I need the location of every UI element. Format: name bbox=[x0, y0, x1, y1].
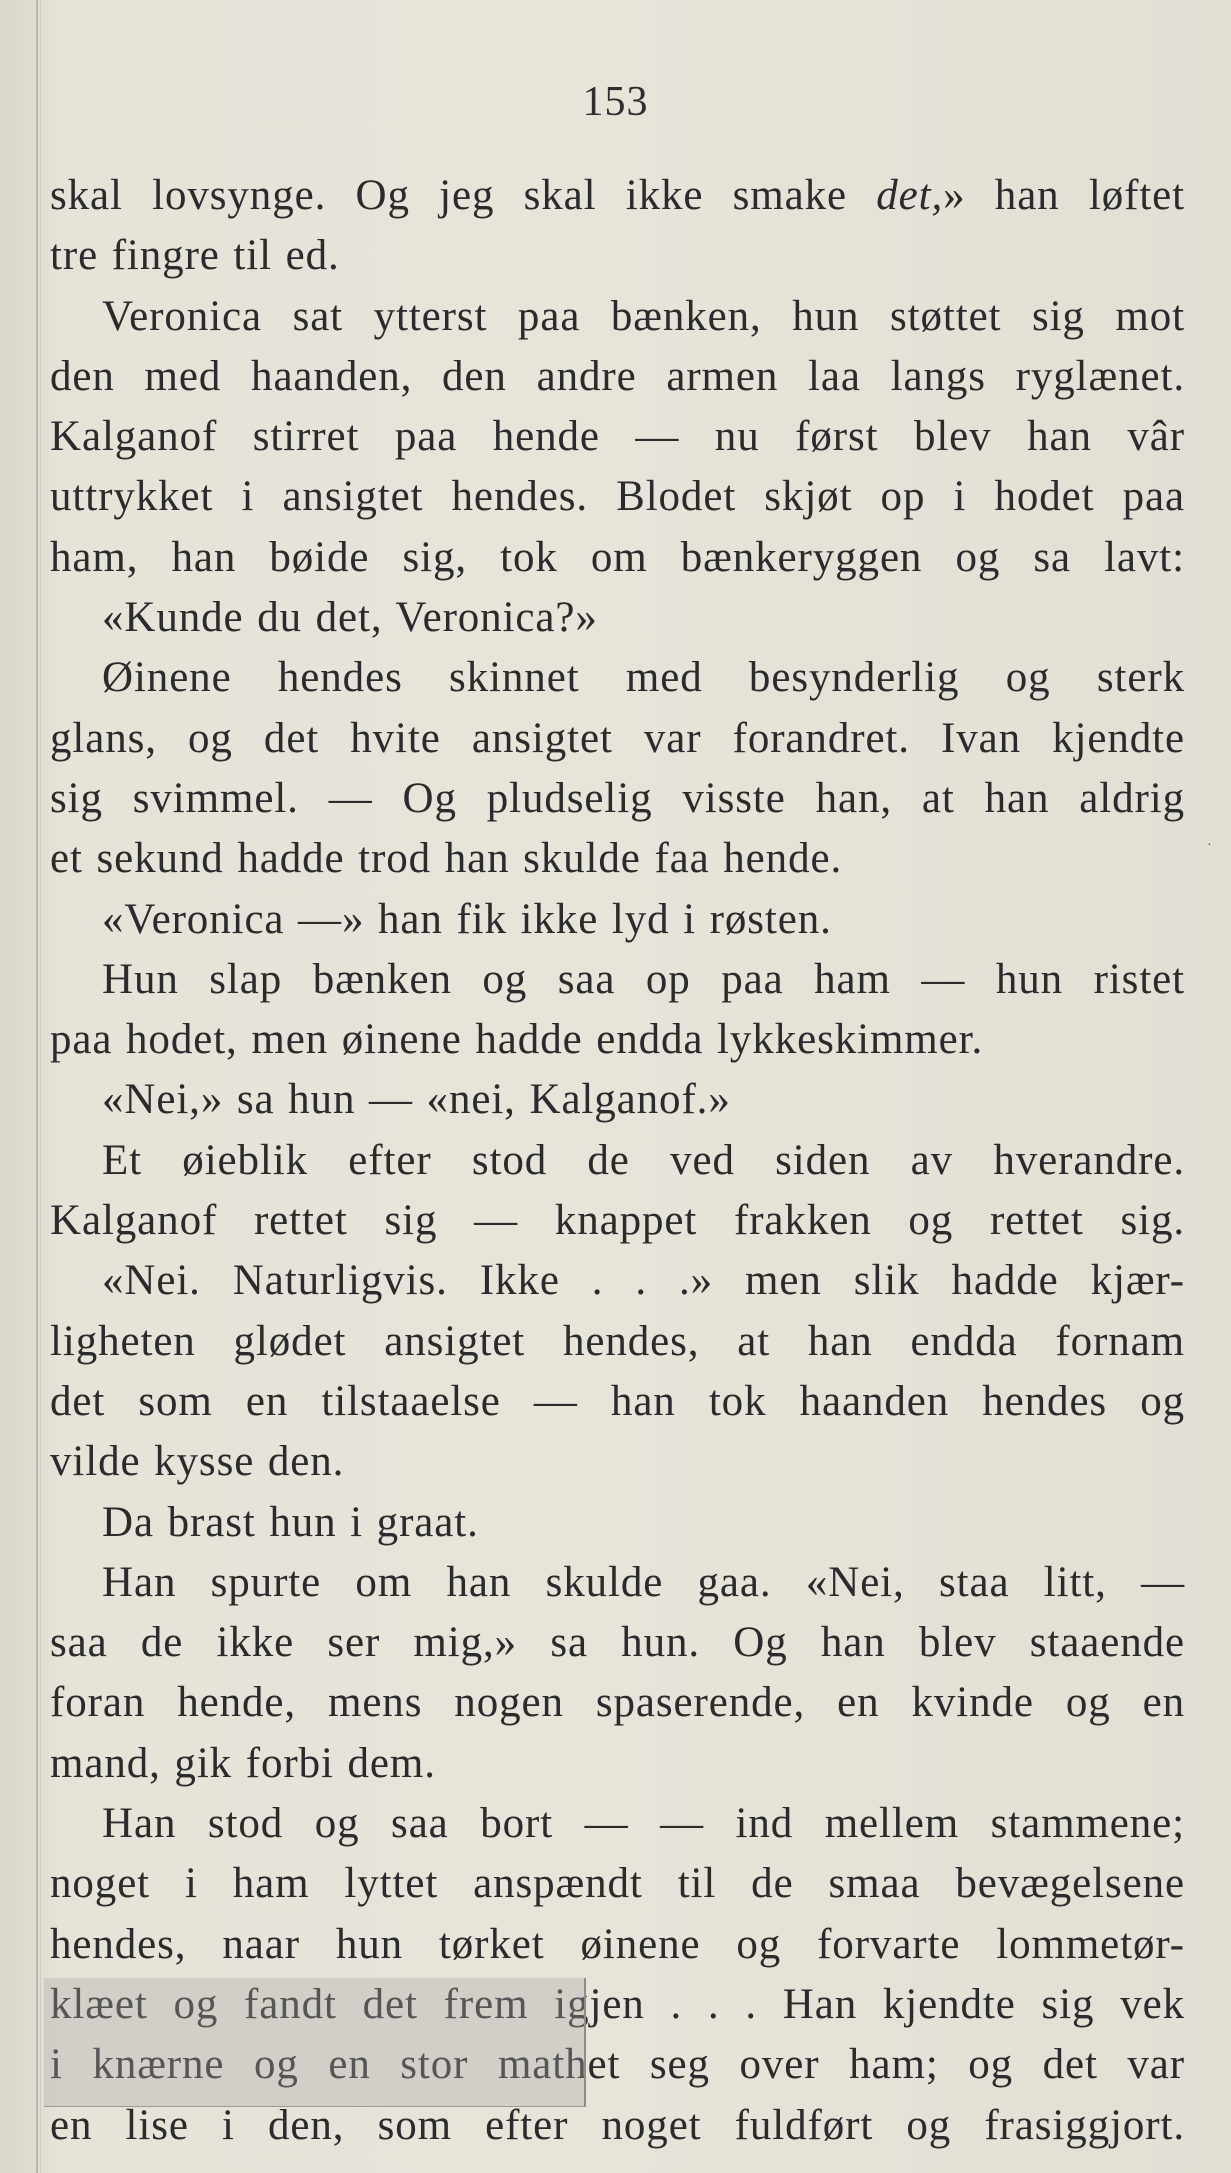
text-run: Han stod og saa bort — — ind mellem stammene; bbox=[102, 1800, 1185, 1848]
text-run: Et øieblik efter stod de ved siden av hverandre. bbox=[102, 1136, 1185, 1184]
text-run: den med haanden, den andre armen laa langs ryglænet. bbox=[50, 352, 1185, 400]
page-gutter-edge bbox=[36, 0, 38, 2173]
text-line bbox=[50, 648, 1185, 708]
text-run: «Kunde du det, Veronica?» bbox=[102, 594, 598, 642]
text-line bbox=[50, 1854, 1185, 1914]
text-run: Veronica sat ytterst paa bænken, hun støttet sig mot bbox=[102, 292, 1185, 340]
text-line bbox=[50, 769, 1185, 829]
text-run: klæet og fandt det frem igjen . . . Han kjendte sig vek bbox=[50, 1980, 1185, 2028]
text-run: Hun slap bænken og saa op paa ham — hun ristet bbox=[102, 955, 1185, 1003]
text-line bbox=[50, 166, 1185, 226]
text-run: hendes, naar hun tørket øinene og forvarte lommetør- bbox=[50, 1920, 1185, 1968]
text-line bbox=[50, 467, 1185, 527]
text-line bbox=[50, 1312, 1185, 1372]
text-run: saa de ikke ser mig,» sa hun. Og han blev staaende bbox=[50, 1619, 1185, 1667]
text-line bbox=[50, 1191, 1185, 1251]
text-line bbox=[50, 588, 1185, 648]
text-run: mand, gik forbi dem. bbox=[50, 1739, 436, 1787]
text-line bbox=[50, 528, 1185, 588]
text-line bbox=[50, 226, 1185, 286]
stray-ink-dot: · bbox=[1207, 838, 1212, 853]
text-line bbox=[50, 1131, 1185, 1191]
text-run: uttrykket i ansigtet hendes. Blodet skjøt op i hodet paa bbox=[50, 473, 1185, 521]
text-line bbox=[50, 1553, 1185, 1613]
text-run: tre fingre til ed. bbox=[50, 232, 340, 280]
text-line bbox=[50, 1915, 1185, 1975]
body-text bbox=[50, 166, 1185, 2156]
text-run: » han løftet bbox=[943, 172, 1185, 219]
text-run: vilde kysse den. bbox=[50, 1438, 345, 1486]
text-line bbox=[50, 890, 1185, 950]
text-run: skal lovsynge. Og jeg skal ikke smake bbox=[50, 172, 877, 219]
text-run: Han spurte om han skulde gaa. «Nei, staa litt, — bbox=[102, 1558, 1185, 1606]
text-run: foran hende, mens nogen spaserende, en kvinde og en bbox=[50, 1679, 1185, 1727]
text-line bbox=[50, 1372, 1185, 1432]
text-run: paa hodet, men øinene hadde endda lykkeskimmer. bbox=[50, 1016, 984, 1064]
text-run: noget i ham lyttet anspændt til de smaa bevægelsene bbox=[50, 1860, 1185, 1908]
text-run: et sekund hadde trod han skulde faa hende. bbox=[50, 835, 843, 883]
text-line bbox=[50, 1613, 1185, 1673]
italic-text: det, bbox=[876, 172, 944, 219]
text-line bbox=[50, 829, 1185, 889]
pasted-correction-slip bbox=[44, 1978, 586, 2107]
text-line bbox=[50, 1010, 1185, 1070]
page-number: 153 bbox=[582, 79, 649, 125]
text-run: «Veronica —» han fik ikke lyd i røsten. bbox=[102, 895, 832, 943]
page-gutter-shadow bbox=[40, 0, 41, 2173]
text-line bbox=[50, 1251, 1185, 1311]
text-line bbox=[50, 1493, 1185, 1553]
text-run: glans, og det hvite ansigtet var forandret. Ivan kjendte bbox=[50, 714, 1185, 762]
text-run: «Nei. Naturligvis. Ikke . . .» men slik hadde kjær- bbox=[102, 1257, 1185, 1305]
text-line bbox=[50, 1432, 1185, 1492]
text-run: ham, han bøide sig, tok om bænkeryggen og sa lavt: bbox=[50, 533, 1185, 581]
text-line bbox=[50, 287, 1185, 347]
text-run: «Nei,» sa hun — «nei, Kalganof.» bbox=[102, 1076, 731, 1124]
text-run: det som en tilstaaelse — han tok haanden hendes og bbox=[50, 1377, 1185, 1425]
text-run: Da brast hun i graat. bbox=[102, 1498, 479, 1546]
text-line bbox=[50, 1673, 1185, 1733]
text-run: i knærne og en stor mathet seg over ham; og det var bbox=[50, 2041, 1185, 2089]
text-run: ligheten glødet ansigtet hendes, at han endda fornam bbox=[50, 1317, 1185, 1365]
text-line bbox=[50, 1794, 1185, 1854]
text-line bbox=[50, 1070, 1185, 1130]
text-run: sig svimmel. — Og pludselig visste han, at han aldrig bbox=[50, 774, 1185, 822]
text-line bbox=[50, 1734, 1185, 1794]
text-line bbox=[50, 347, 1185, 407]
text-line bbox=[50, 709, 1185, 769]
text-run: en lise i den, som efter noget fuldført og frasiggjort. bbox=[50, 2101, 1185, 2149]
text-line bbox=[50, 950, 1185, 1010]
text-run: Kalganof stirret paa hende — nu først blev han vâr bbox=[50, 413, 1185, 461]
text-run: Øinene hendes skinnet med besynderlig og sterk bbox=[102, 654, 1185, 702]
text-run: Kalganof rettet sig — knappet frakken og rettet sig. bbox=[50, 1197, 1185, 1245]
text-line bbox=[50, 407, 1185, 467]
